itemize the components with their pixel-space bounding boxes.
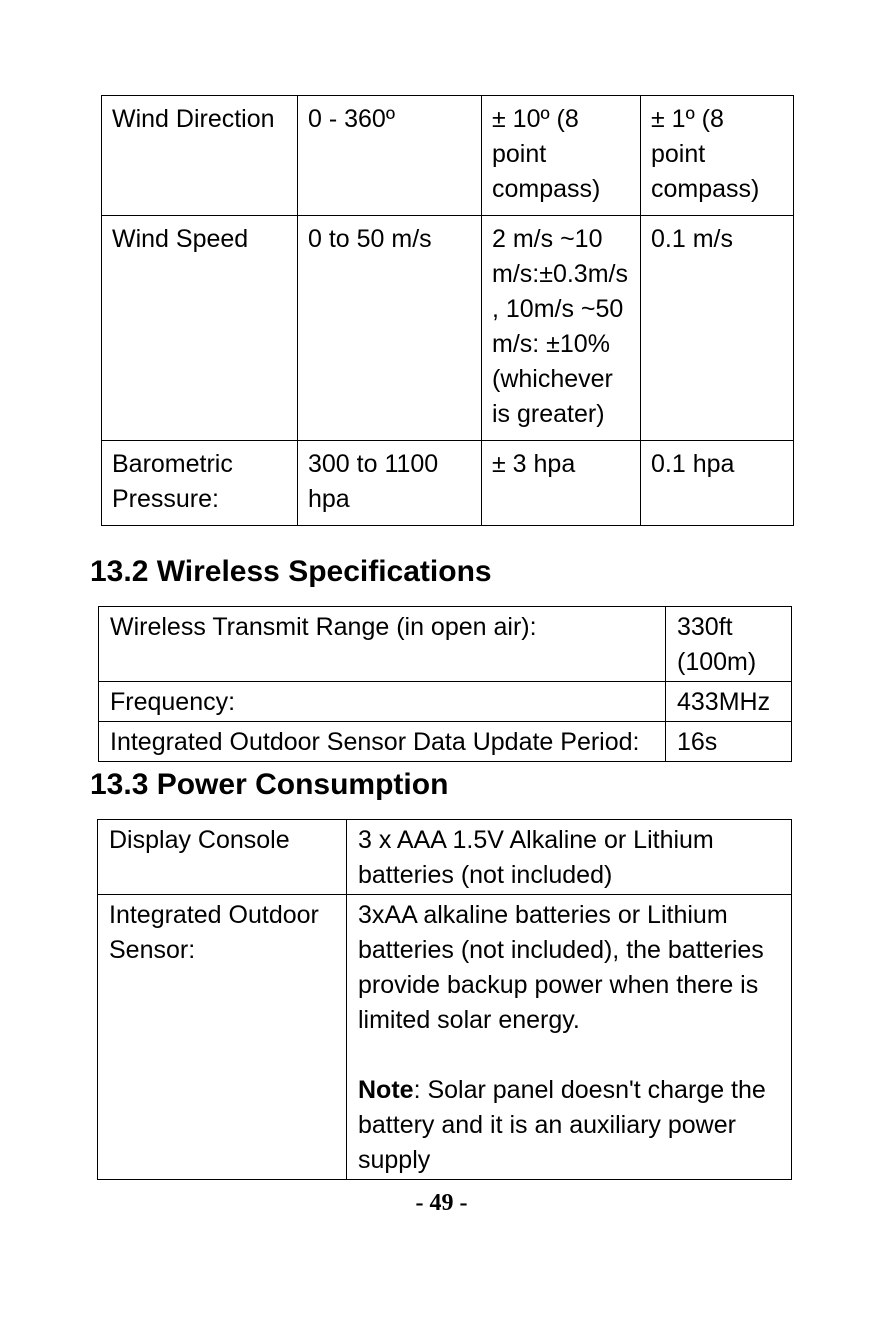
table-cell: 330ft (100m) (666, 607, 792, 682)
table-cell: ± 1º (8 point compass) (641, 96, 794, 216)
paragraph-gap (358, 1038, 783, 1073)
table-row (98, 895, 792, 1180)
table-cell: Wireless Transmit Range (in open air): (99, 607, 666, 682)
table-cell: 0 - 360º (298, 96, 482, 216)
table-cell: Display Console (98, 820, 347, 895)
table-cell: Barometric Pressure: (102, 441, 298, 526)
section-heading-wireless: 13.2 Wireless Specifications (90, 555, 492, 588)
table-row (102, 96, 794, 216)
table-cell: 16s (666, 722, 792, 762)
power-spec-table (97, 819, 792, 1180)
table-cell: Integrated Outdoor Sensor: (98, 895, 347, 1180)
table-row (98, 820, 792, 895)
battery-description: 3xAA alkaline batteries or Lithium batteries (not included), the batteries provide backup power when there is limited solar energy. (358, 901, 764, 1034)
table-row (102, 441, 794, 526)
table-cell: 0.1 m/s (641, 216, 794, 441)
table-cell: 2 m/s ~10 m/s:±0.3m/s , 10m/s ~50 m/s: ±10% (whichever is greater) (482, 216, 641, 441)
table-cell (347, 895, 792, 1180)
table-cell: ± 3 hpa (482, 441, 641, 526)
table-cell: 300 to 1100 hpa (298, 441, 482, 526)
table-cell: 0.1 hpa (641, 441, 794, 526)
table-cell: Integrated Outdoor Sensor Data Update Period: (99, 722, 666, 762)
table-cell: Frequency: (99, 682, 666, 722)
table-row (102, 216, 794, 441)
table-row (99, 682, 792, 722)
sensor-spec-table (101, 95, 794, 526)
wireless-spec-table (98, 606, 792, 762)
table-row (99, 607, 792, 682)
table-cell: Wind Direction (102, 96, 298, 216)
table-cell: 433MHz (666, 682, 792, 722)
table-cell: Wind Speed (102, 216, 298, 441)
note-text: : Solar panel doesn't charge the battery and it is an auxiliary power supply (358, 1076, 766, 1174)
table-cell: ± 10º (8 point compass) (482, 96, 641, 216)
page-number: - 49 - (415, 1190, 468, 1216)
table-cell: 3 x AAA 1.5V Alkaline or Lithium batteries (not included) (347, 820, 792, 895)
note-label: Note (358, 1076, 414, 1104)
table-cell: 0 to 50 m/s (298, 216, 482, 441)
table-row (99, 722, 792, 762)
note-paragraph (358, 1073, 783, 1178)
section-heading-power: 13.3 Power Consumption (90, 768, 449, 801)
